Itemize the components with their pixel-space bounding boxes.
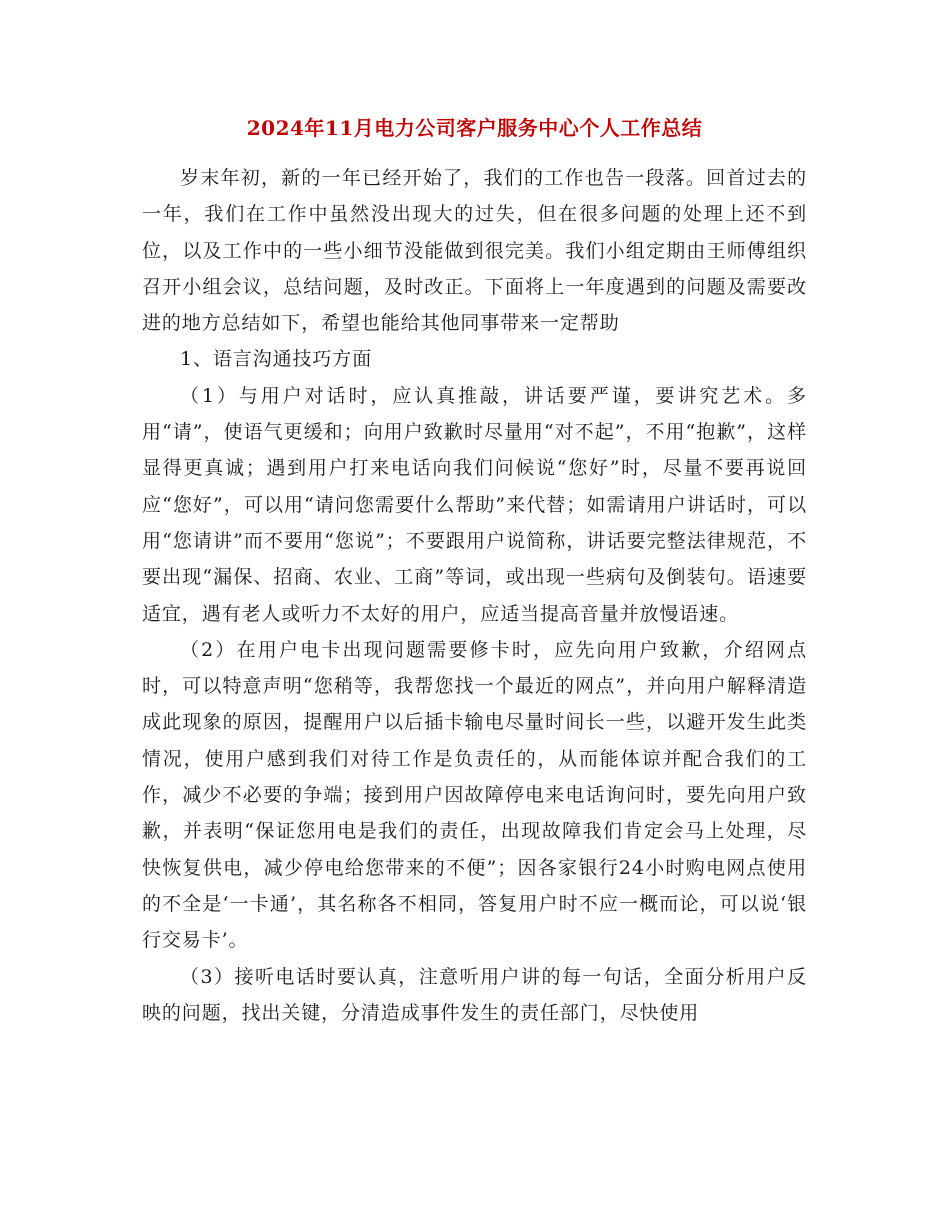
document-title: 2024年11月电力公司客户服务中心个人工作总结 — [246, 116, 703, 140]
paragraph-item-3: （3）接听电话时要认真，注意听用户讲的每一句话，全面分析用户反映的问题，找出关键，分清造成事件发生的责任部门，尽快使用 — [142, 965, 807, 1024]
document-page — [142, 100, 807, 1031]
section-heading-language: 1、语言沟通技巧方面 — [180, 348, 373, 371]
paragraph-intro: 岁末年初，新的一年已经开始了，我们的工作也告一段落。回首过去的一年，我们在工作中虽然没出现大的过失，但在很多问题的处理上还不到位，以及工作中的一些小细节没能做到很完美。我们小组定期由王师傅组织召开小组会议，总结问题，及时改正。下面将上一年度遇到的问题及需要改进的地方总结如下，希望也能给其他同事带来一定帮助 — [142, 167, 807, 335]
paragraph-item-2: （2）在用户电卡出现问题需要修卡时，应先向用户致歉，介绍网点时，可以特意声明“您稍等，我帮您找一个最近的网点”，并向用户解释清造成此现象的原因，提醒用户以后插卡输电尽量时间长一些，以避开发生此类情况，使用户感到我们对待工作是负责任的，从而能体谅并配合我们的工作，减少不必要的争端；接到用户因故障停电来电话询问时，要先向用户致歉，并表明“保证您用电是我们的责任，出现故障我们肯定会马上处理，尽快恢复供电，减少停电给您带来的不便”；因各家银行24小时购电网点使用的不全是‘一卡通’，其名称各不相同，答复用户时不应一概而论，可以说‘银行交易卡’。 — [142, 638, 807, 952]
paragraph-item-1: （1）与用户对话时，应认真推敲，讲话要严谨，要讲究艺术。多用“请”，使语气更缓和；向用户致歉时尽量用“对不起”，不用“抱歉”，这样显得更真诚；遇到用户打来电话向我们问候说“您好”时，尽量不要再说回应“您好”，可以用“请问您需要什么帮助”来代替；如需请用户讲话时，可以用“您请讲”而不要用“您说”；不要跟用户说简称，讲话要完整法律规范，不要出现“漏保、招商、农业、工商”等词，或出现一些病句及倒装句。语速要适宜，遇有老人或听力不太好的用户，应适当提高音量并放慢语速。 — [142, 384, 807, 625]
